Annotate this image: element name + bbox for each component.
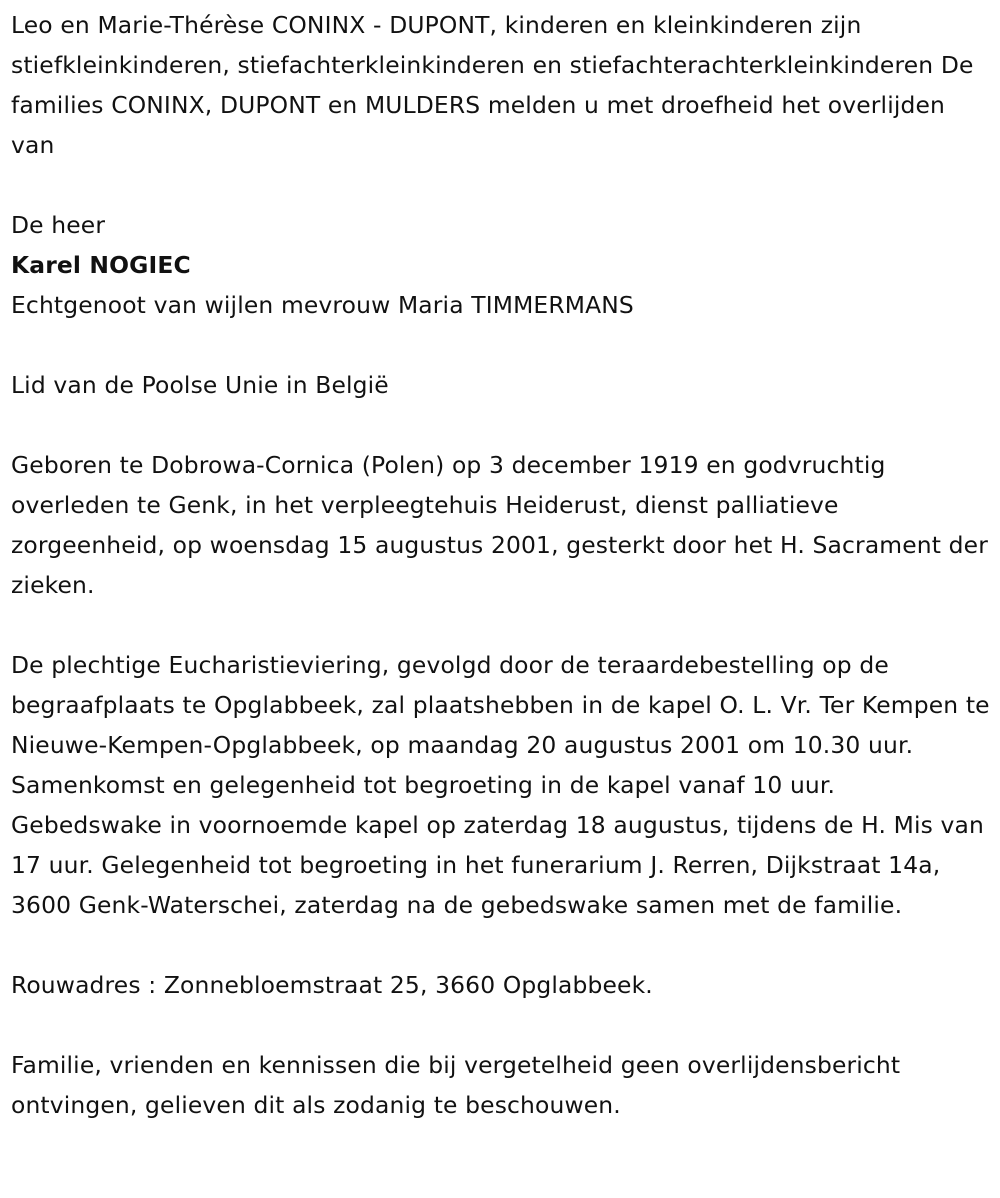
birth-death-paragraph: Geboren te Dobrowa-Cornica (Polen) op 3 december 1919 en godvruchtig overleden te Genk, in het verpleegtehuis Heiderust, dienst palliatieve zorgeenheid, op woensdag 15 augustus 2001, gesterkt door het H. Sacrament der zieken. [11, 451, 988, 599]
salutation: De heer [11, 211, 106, 239]
death-notice [11, 5, 991, 1125]
membership-line: Lid van de Poolse Unie in België [11, 371, 389, 399]
intro-paragraph: Leo en Marie-Thérèse CONINX - DUPONT, kinderen en kleinkinderen zijn stiefkleinkinderen, stiefachterkleinkinderen en stiefachterachterkleinkinderen De families CONINX, DUPONT en MULDERS melden u met droefheid het overlijden van [11, 11, 974, 159]
spacer [11, 925, 991, 965]
spacer [11, 1005, 991, 1045]
spouse-line: Echtgenoot van wijlen mevrouw Maria TIMMERMANS [11, 291, 634, 319]
spacer [11, 165, 991, 205]
deceased-name: Karel NOGIEC [11, 251, 191, 279]
mourning-address: Rouwadres : Zonnebloemstraat 25, 3660 Opglabbeek. [11, 971, 653, 999]
spacer [11, 325, 991, 365]
funeral-paragraph: De plechtige Eucharistieviering, gevolgd door de teraardebestelling op de begraafplaats te Opglabbeek, zal plaatshebben in de kapel O. L. Vr. Ter Kempen te Nieuwe-Kempen-Opglabbeek, op maandag 20 augustus 2001 om 10.30 uur. Samenkomst en gelegenheid tot begroeting in de kapel vanaf 10 uur. Gebedswake in voornoemde kapel op zaterdag 18 augustus, tijdens de H. Mis van 17 uur. Gelegenheid tot begroeting in het funerarium J. Rerren, Dijkstraat 14a, 3600 Genk-Waterschei, zaterdag na de gebedswake samen met de familie. [11, 651, 990, 919]
closing-paragraph: Familie, vrienden en kennissen die bij vergetelheid geen overlijdensbericht ontvingen, gelieven dit als zodanig te beschouwen. [11, 1051, 901, 1119]
spacer [11, 405, 991, 445]
spacer [11, 605, 991, 645]
